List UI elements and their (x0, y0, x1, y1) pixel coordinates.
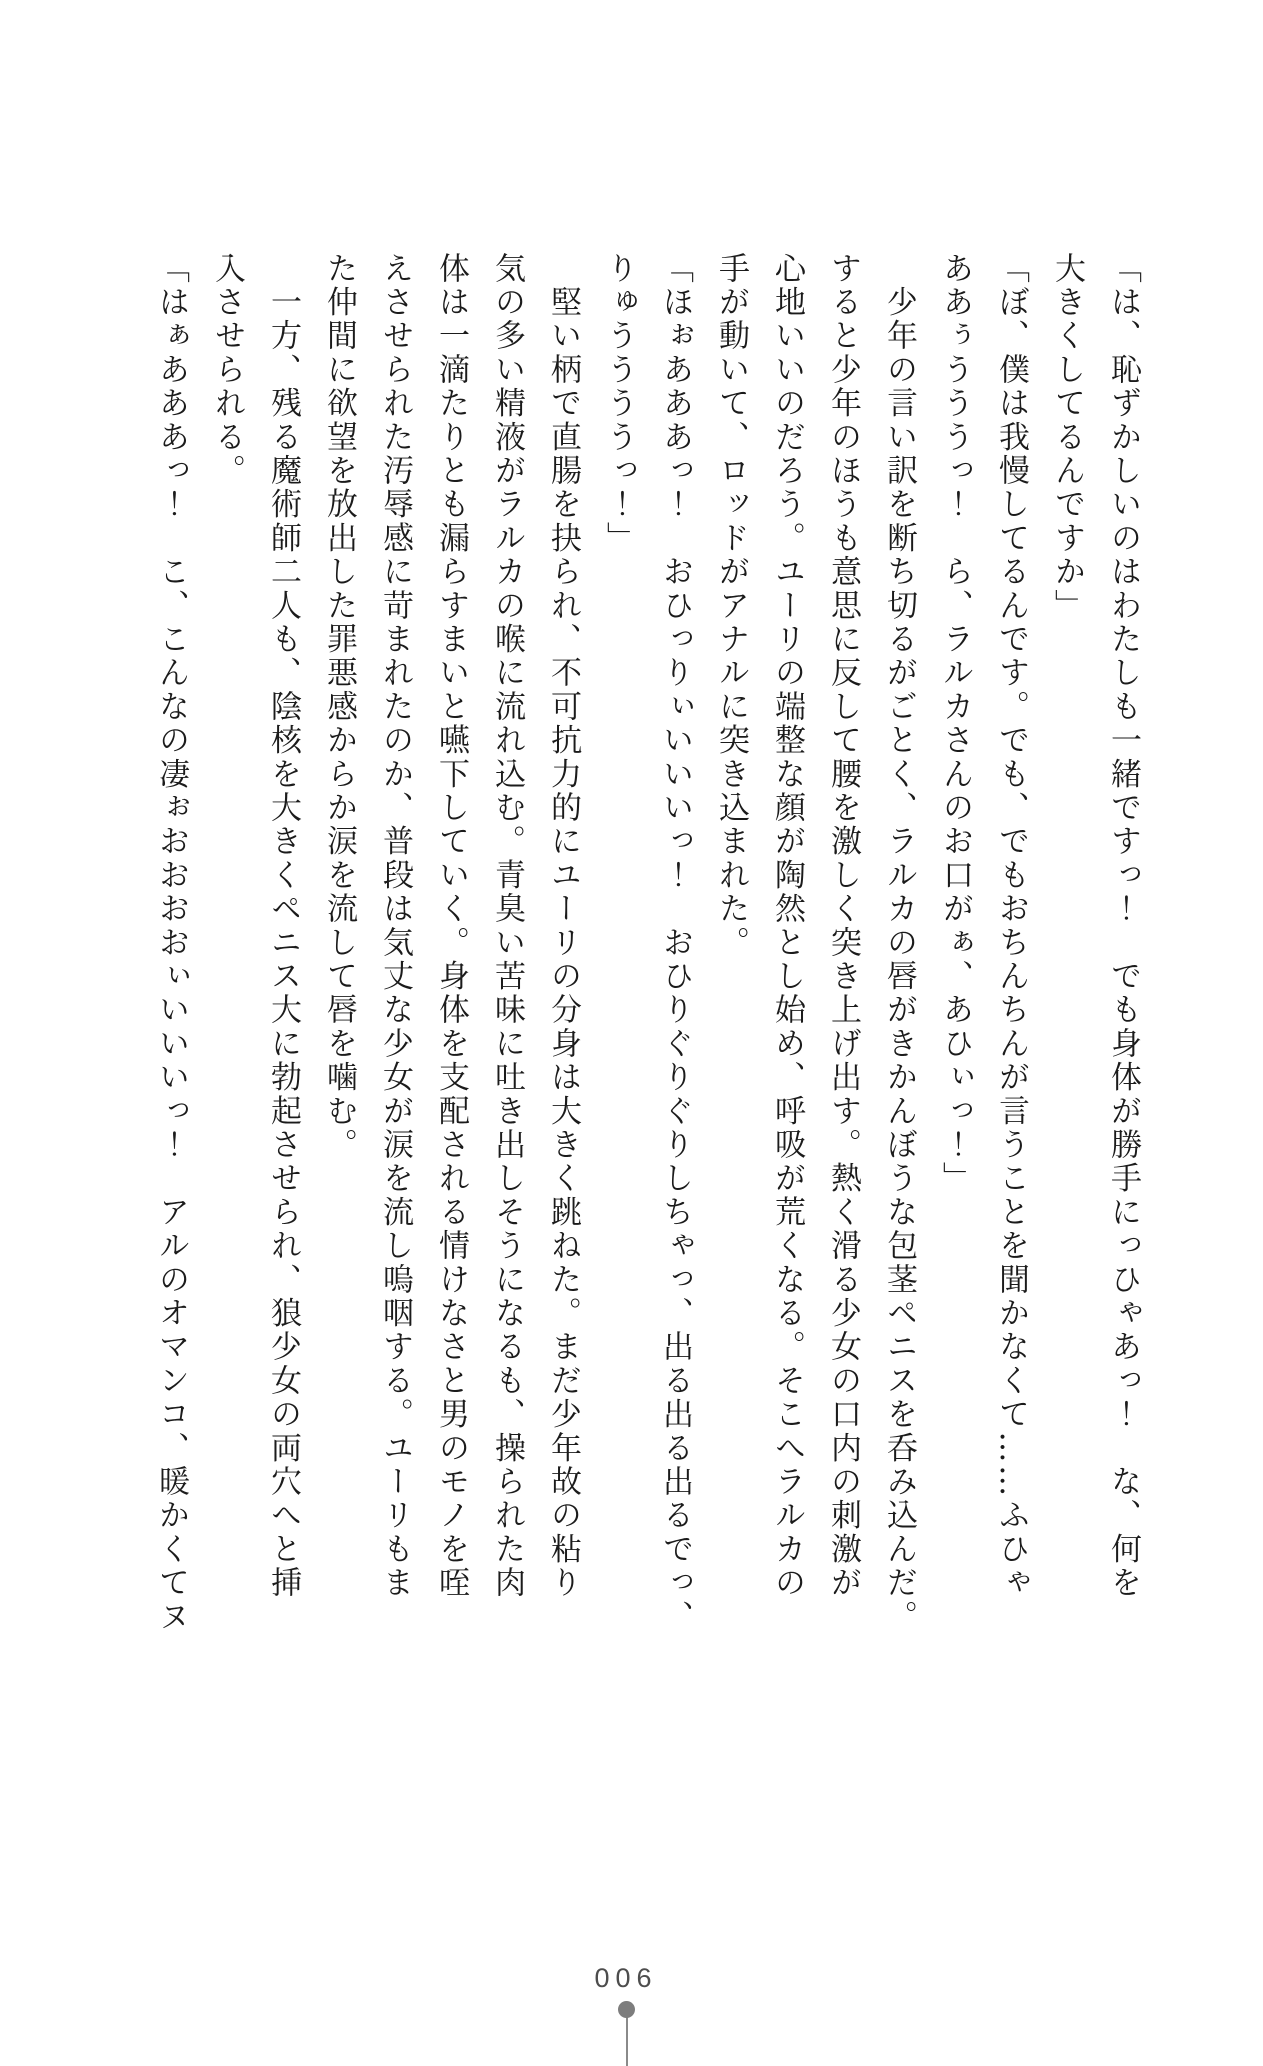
text-line: 体は一滴たりとも漏らすまいと嚥下していく。身体を支配される情けなさと男のモノを咥 (433, 252, 469, 1600)
text-line: 「はぁあああっ！ こ、こんなの凄ぉおおおおぃいいいっ！ アルのオマンコ、暖かくてヌ (153, 252, 189, 1634)
text-line: 気の多い精液がラルカの喉に流れ込む。青臭い苦味に吐き出しそうになるも、操られた肉 (489, 252, 525, 1600)
text-line: 心地いいのだろう。ユーリの端整な顔が陶然とし始め、呼吸が荒くなる。そこへラルカの (769, 252, 805, 1600)
text-line: すると少年のほうも意思に反して腰を激しく突き上げ出す。熱く滑る少女の口内の刺激が (825, 252, 861, 1600)
text-line: 少年の言い訳を断ち切るがごとく、ラルカの唇がきかんぼうな包茎ペニスを呑み込んだ。 (881, 252, 917, 1634)
text-line: えさせられた汚辱感に苛まれたのか、普段は気丈な少女が涙を流し嗚咽する。ユーリもま (377, 252, 413, 1600)
page-marker-dot-icon (618, 2001, 635, 2018)
page-number: 006 (594, 1963, 658, 1993)
text-line: ああぅうううっ！ ら、ラルカさんのお口がぁ、あひぃっ！」 (937, 252, 973, 1196)
text-line: 手が動いて、ロッドがアナルに突き込まれた。 (713, 252, 749, 960)
text-line: 「ほぉあああっ！ おひっりぃいいいっ！ おひりぐりぐりしちゃっ、出る出る出るでっ、 (657, 252, 693, 1634)
text-line: 入させられる。 (209, 252, 245, 488)
text-line: 「ぼ、僕は我慢してるんです。でも、でもおちんちんが言うことを聞かなくて……ふひゃ (993, 252, 1029, 1600)
text-line: 「は、恥ずかしいのはわたしも一緒ですっ！ でも身体が勝手にっひゃあっ！ な、何を (1105, 252, 1141, 1600)
text-line: た仲間に欲望を放出した罪悪感からか涙を流して唇を噛む。 (321, 252, 357, 1162)
text-line: 一方、残る魔術師二人も、陰核を大きくペニス大に勃起させられ、狼少女の両穴へと挿 (265, 252, 301, 1600)
text-line: りゅううううっ！」 (601, 252, 637, 556)
text-line: 堅い柄で直腸を抉られ、不可抗力的にユーリの分身は大きく跳ねた。まだ少年故の粘り (545, 252, 581, 1600)
text-line: 大きくしてるんですか」 (1049, 252, 1085, 623)
novel-text-block (143, 252, 1151, 1652)
page-marker-line (626, 2012, 628, 2066)
